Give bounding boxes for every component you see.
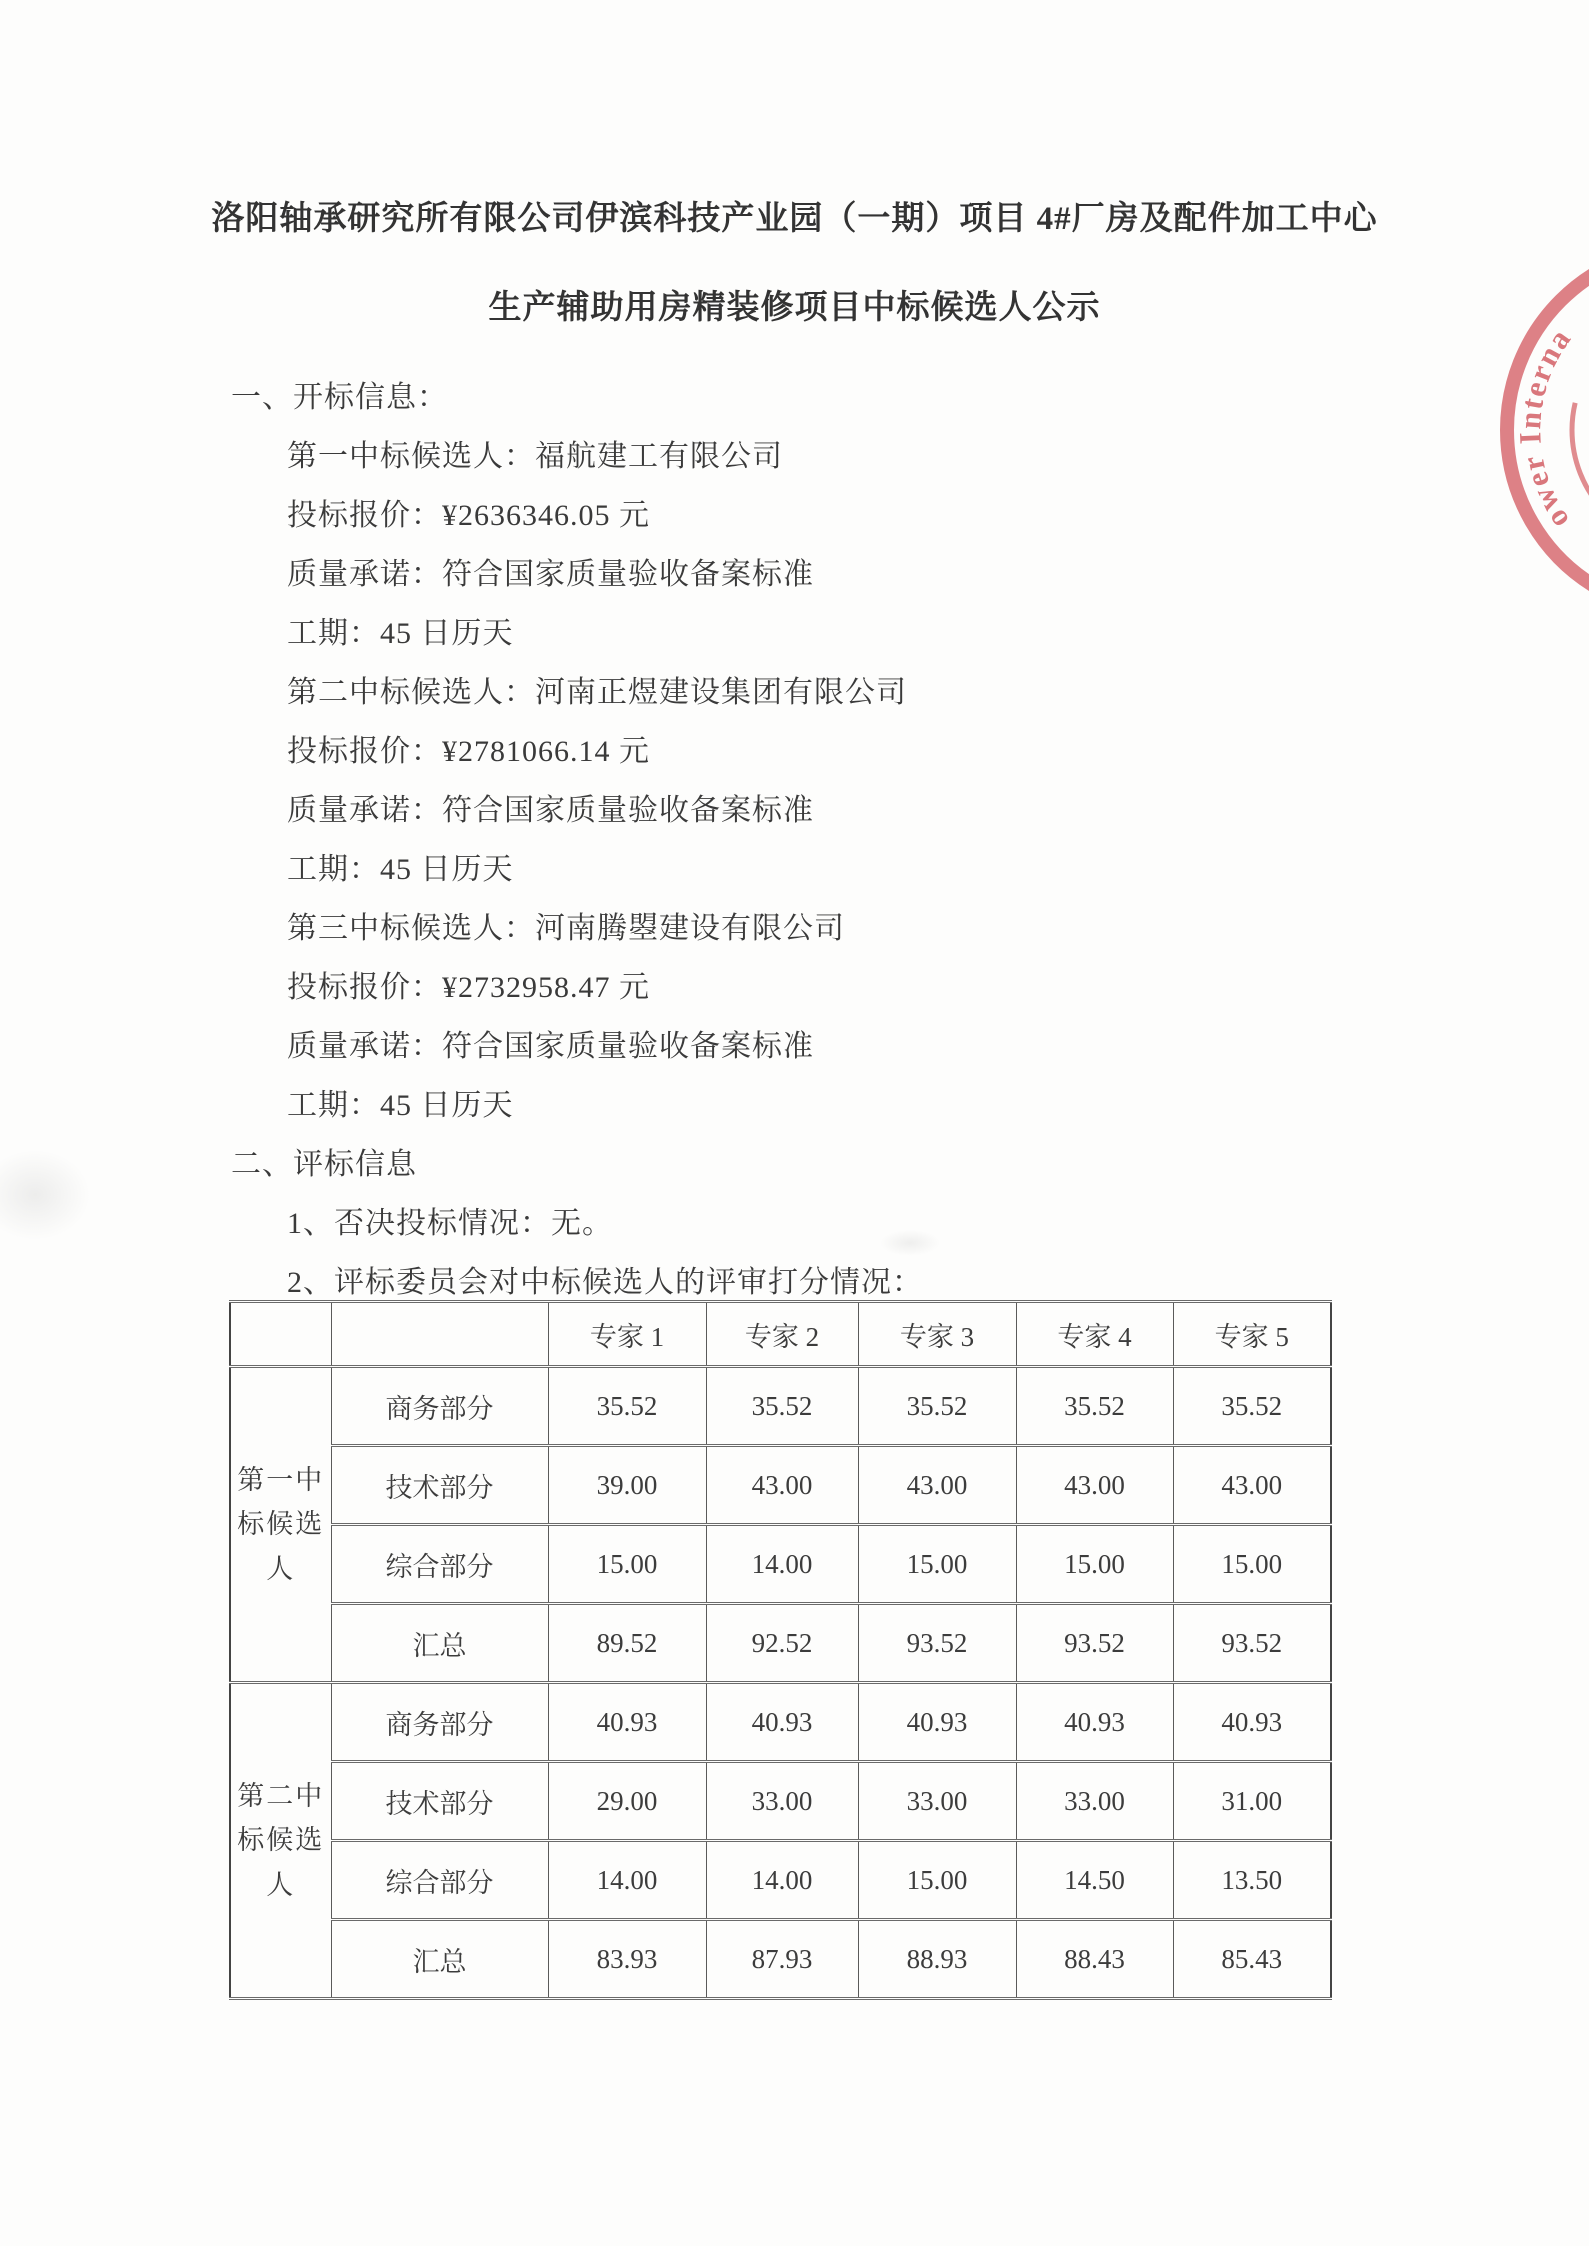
score-cell: 13.50 [1173,1841,1331,1920]
score-table-container [229,1300,1332,2000]
document-title-line2: 生产辅助用房精装修项目中标候选人公示 [488,290,1101,326]
score-cell: 35.52 [1173,1367,1331,1446]
table-row [230,1762,1331,1841]
score-cell: 43.00 [1173,1446,1331,1525]
category-cell: 技术部分 [331,1762,548,1841]
document-title-line1: 洛阳轴承研究所有限公司伊滨科技产业园（一期）项目 4#厂房及配件加工中心 [211,201,1378,237]
expert-header-cell: 专家 3 [858,1302,1016,1367]
score-cell: 40.93 [858,1683,1016,1762]
table-row [230,1446,1331,1525]
header-empty-cell [230,1302,331,1367]
body-line: 质量承诺：符合国家质量验收备案标准 [287,794,814,827]
score-cell: 43.00 [1016,1446,1173,1525]
body-line: 工期：45 日历天 [287,853,514,886]
table-row [230,1604,1331,1683]
body-line: 工期：45 日历天 [287,1089,514,1122]
body-line: 质量承诺：符合国家质量验收备案标准 [287,1030,814,1063]
score-cell: 93.52 [1016,1604,1173,1683]
score-cell: 15.00 [858,1841,1016,1920]
score-cell: 15.00 [1173,1525,1331,1604]
category-cell: 汇总 [331,1604,548,1683]
score-cell: 33.00 [1016,1762,1173,1841]
category-cell: 商务部分 [331,1683,548,1762]
category-cell: 综合部分 [331,1525,548,1604]
table-row [230,1525,1331,1604]
score-cell: 39.00 [548,1446,706,1525]
score-cell: 35.52 [858,1367,1016,1446]
body-line: 1、否决投标情况：无。 [287,1207,613,1240]
score-cell: 29.00 [548,1762,706,1841]
score-cell: 14.00 [548,1841,706,1920]
score-cell: 15.00 [858,1525,1016,1604]
table-row [230,1367,1331,1446]
score-cell: 35.52 [1016,1367,1173,1446]
stamp-text: ower Interna [1512,320,1579,536]
expert-header-cell: 专家 5 [1173,1302,1331,1367]
document-body [0,368,1589,1312]
score-cell: 35.52 [548,1367,706,1446]
score-cell: 88.43 [1016,1920,1173,1999]
score-cell: 31.00 [1173,1762,1331,1841]
category-cell: 综合部分 [331,1841,548,1920]
body-line: 第二中标候选人：河南正煜建设集团有限公司 [287,676,907,709]
score-cell: 40.93 [1173,1683,1331,1762]
body-line: 工期：45 日历天 [287,617,514,650]
score-cell: 43.00 [858,1446,1016,1525]
category-cell: 汇总 [331,1920,548,1999]
score-cell: 43.00 [706,1446,858,1525]
body-line: 一、开标信息： [231,381,448,414]
score-cell: 14.00 [706,1841,858,1920]
score-cell: 14.00 [706,1525,858,1604]
category-cell: 商务部分 [331,1367,548,1446]
score-cell: 33.00 [706,1762,858,1841]
table-row [230,1920,1331,1999]
expert-header-cell: 专家 1 [548,1302,706,1367]
table-header-row [230,1302,1331,1367]
body-line: 投标报价：¥2781066.14 元 [287,735,650,768]
score-cell: 87.93 [706,1920,858,1999]
score-cell: 15.00 [1016,1525,1173,1604]
expert-header-cell: 专家 4 [1016,1302,1173,1367]
score-cell: 15.00 [548,1525,706,1604]
body-line: 投标报价：¥2636346.05 元 [287,499,650,532]
expert-header-cell: 专家 2 [706,1302,858,1367]
body-line: 2、评标委员会对中标候选人的评审打分情况： [287,1266,923,1299]
body-line: 投标报价：¥2732958.47 元 [287,971,650,1004]
score-cell: 40.93 [1016,1683,1173,1762]
score-cell: 93.52 [1173,1604,1331,1683]
table-row [230,1683,1331,1762]
score-cell: 89.52 [548,1604,706,1683]
score-cell: 14.50 [1016,1841,1173,1920]
score-cell: 93.52 [858,1604,1016,1683]
score-table [229,1300,1332,2000]
score-cell: 35.52 [706,1367,858,1446]
body-line: 第三中标候选人：河南腾曌建设有限公司 [287,912,845,945]
score-cell: 85.43 [1173,1920,1331,1999]
score-cell: 40.93 [706,1683,858,1762]
score-cell: 40.93 [548,1683,706,1762]
header-empty-cell [331,1302,548,1367]
table-row [230,1841,1331,1920]
score-cell: 92.52 [706,1604,858,1683]
score-cell: 88.93 [858,1920,1016,1999]
score-cell: 83.93 [548,1920,706,1999]
body-line: 二、评标信息 [231,1148,417,1181]
category-cell: 技术部分 [331,1446,548,1525]
body-line: 第一中标候选人：福航建工有限公司 [287,440,783,473]
body-line: 质量承诺：符合国家质量验收备案标准 [287,558,814,591]
score-cell: 33.00 [858,1762,1016,1841]
group-label-cell: 第一中标候选人 [230,1367,331,1683]
group-label-cell: 第二中标候选人 [230,1683,331,1999]
